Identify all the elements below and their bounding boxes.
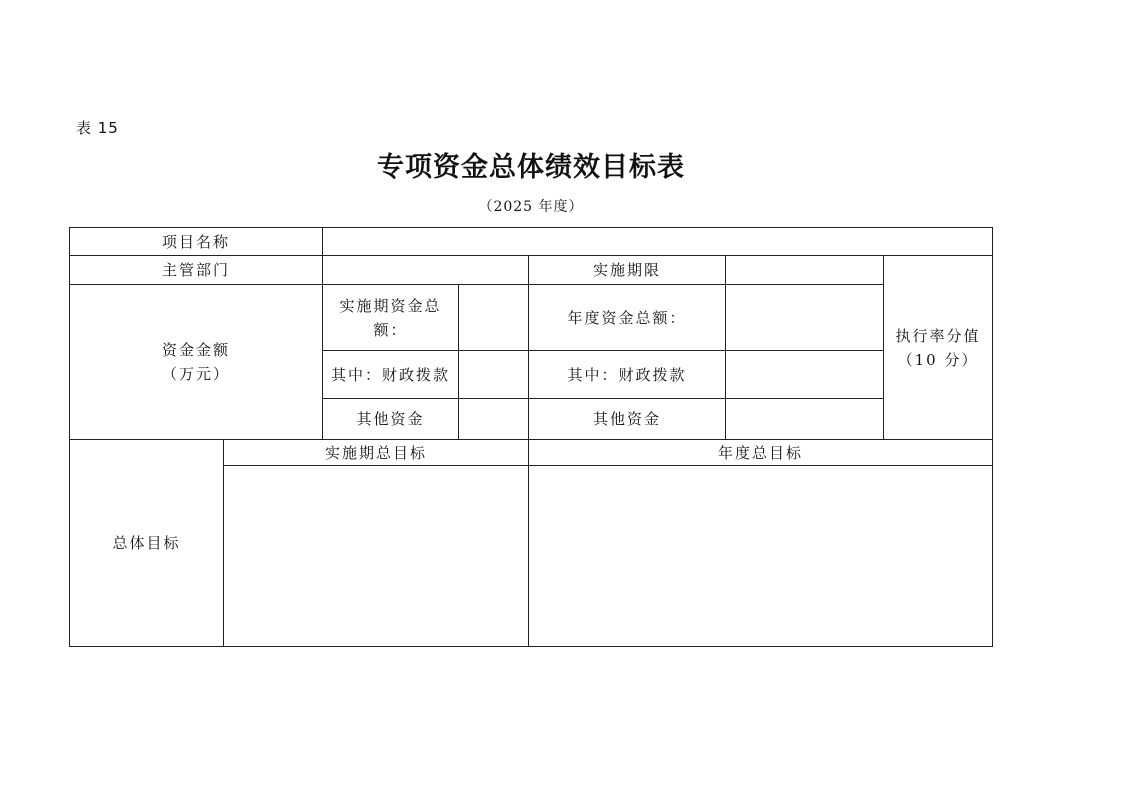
funds-amount-label: 资金金额 [162,341,231,359]
annual-other-funds-label: 其他资金 [529,399,726,440]
period-value[interactable] [726,256,884,285]
annual-total-funds-value[interactable] [726,285,884,351]
period-other-funds-label: 其他资金 [323,399,459,440]
overall-goal-label: 总体目标 [70,440,224,647]
period-total-funds-value[interactable] [459,285,529,351]
period-fiscal-value[interactable] [459,351,529,399]
table-number: 表 15 [76,119,119,137]
annual-fiscal-value[interactable] [726,351,884,399]
funds-amount-unit: （万元） [162,365,231,383]
department-label: 主管部门 [70,256,323,285]
funds-amount-cell [70,285,323,440]
period-goal-value[interactable] [224,466,529,647]
annual-goal-value[interactable] [529,466,993,647]
period-label: 实施期限 [529,256,726,285]
year-subtitle: （2025 年度） [478,199,584,215]
annual-goal-label: 年度总目标 [529,440,993,466]
annual-other-funds-value[interactable] [726,399,884,440]
project-name-value[interactable] [323,228,993,256]
execution-rate-points: （10 分） [897,350,979,369]
annual-fiscal-label: 其中：财政拨款 [529,351,726,399]
project-name-label: 项目名称 [70,228,323,256]
page-title: 专项资金总体绩效目标表 [377,152,685,183]
execution-rate-cell [884,256,993,440]
annual-total-funds-label: 年度资金总额： [529,285,726,351]
period-other-funds-value[interactable] [459,399,529,440]
department-value[interactable] [323,256,529,285]
execution-rate-label: 执行率分值 [895,326,981,345]
period-total-funds-label: 实施期资金总额： [323,285,459,351]
period-fiscal-label: 其中：财政拨款 [323,351,459,399]
performance-goal-table [69,227,993,647]
period-goal-label: 实施期总目标 [224,440,529,466]
